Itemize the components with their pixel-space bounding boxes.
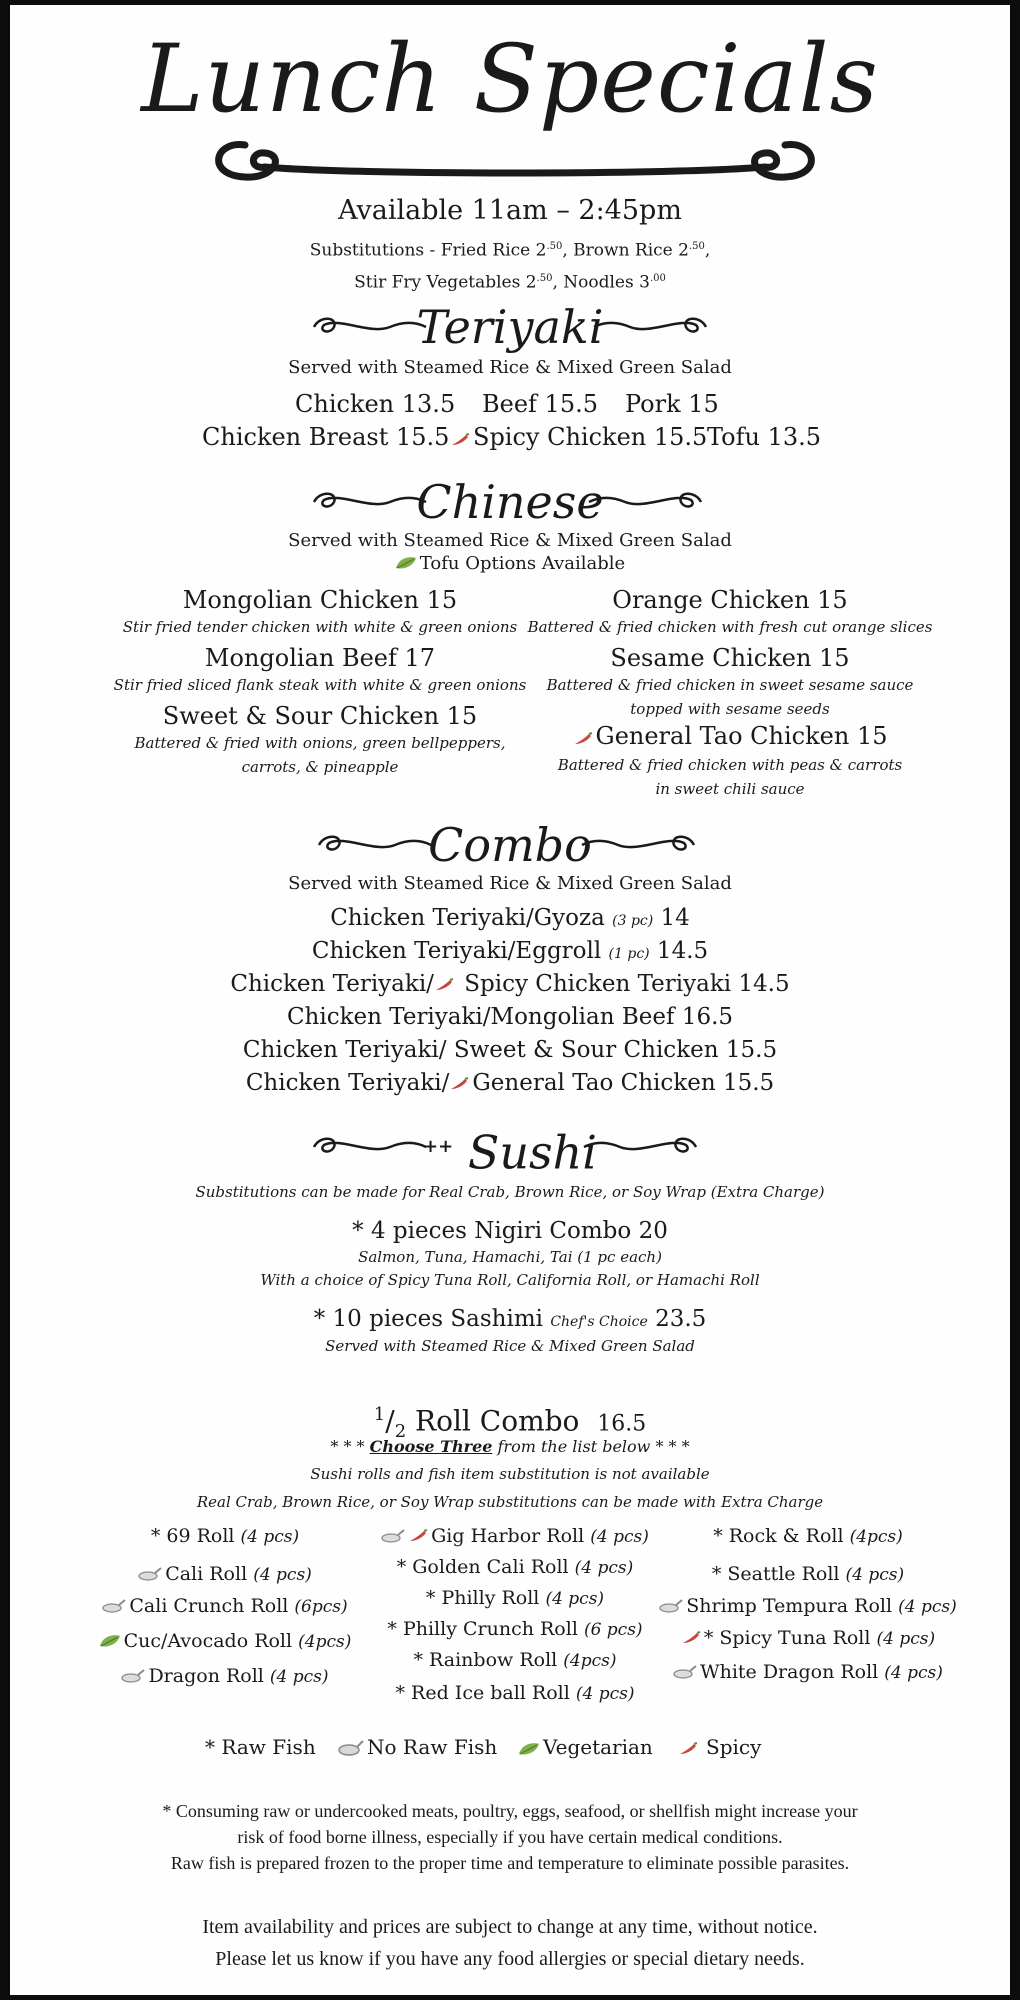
dish-description: carrots, & pineapple [241, 758, 399, 776]
roll-item: White Dragon Roll (4 pcs) [658, 1661, 958, 1684]
swirl-right [590, 313, 710, 341]
dish-description: Stir fried sliced flank steak with white & green onions [113, 676, 527, 694]
roll-item: * Spicy Tuna Roll (4 pcs) [658, 1627, 958, 1650]
combo-served-note: Served with Steamed Rice & Mixed Green Salad [288, 873, 732, 894]
roll-item: * Golden Cali Roll (4 pcs) [396, 1556, 634, 1578]
menu-item: Chicken Breast 15.5 [202, 423, 450, 451]
chili-pepper-icon [678, 1737, 698, 1761]
legend-raw-fish: * Raw Fish [205, 1735, 316, 1759]
nigiri-combo: * 4 pieces Nigiri Combo 20 [352, 1218, 668, 1244]
availability-hours: Available 11am – 2:45pm [338, 195, 682, 226]
dish-name: Mongolian Chicken 15 [182, 586, 458, 614]
roll-item: * Rock & Roll (4pcs) [713, 1525, 903, 1547]
roll-item: * Philly Crunch Roll (6 pcs) [387, 1618, 643, 1640]
dish-description: in sweet chili sauce [655, 779, 805, 798]
roll-item: * 69 Roll (4 pcs) [150, 1525, 300, 1547]
sushi-substitutions-note: Substitutions can be made for Real Crab, Brown Rice, or Soy Wrap (Extra Charge) [195, 1183, 825, 1201]
cooked-pan-icon [659, 1596, 683, 1618]
roll-item: Cuc/Avocado Roll (4pcs) [75, 1630, 375, 1653]
section-title: ++ Sushi [423, 1125, 597, 1180]
legend-no-raw-fish: No Raw Fish [338, 1735, 497, 1761]
dish-description: Battered & fried chicken with fresh cut orange slices [527, 618, 933, 636]
dish-description: Battered & fried chicken in sweet sesame sauce [546, 676, 914, 694]
chili-pepper-icon [449, 1068, 469, 1101]
chili-pepper-icon [434, 969, 454, 1002]
combo-item: Chicken Teriyaki/ Spicy Chicken Teriyaki 14.5 [10, 968, 1010, 1002]
combo-item: Chicken Teriyaki/ General Tao Chicken 15.5 [10, 1067, 1010, 1101]
dish-description: Stir fried tender chicken with white & green onions [122, 618, 518, 636]
menu-item: Pork 15 [625, 390, 719, 418]
combo-item: Chicken Teriyaki/Gyoza (3 pc) 14 [330, 905, 690, 931]
substitutions-note: Substitutions - Fried Rice $2^{.50}$, Brown Rice $2^{.50}$, Stir Fry Vegetables $2^{.50}$, Noodles $3^{.00}$ [309, 240, 711, 293]
swirl-right [585, 488, 705, 516]
roll-item: * Seattle Roll (4 pcs) [711, 1563, 905, 1585]
sashimi-served-note: Served with Steamed Rice & Mixed Green Salad [325, 1337, 695, 1355]
dish-description: topped with sesame seeds [630, 700, 830, 718]
section-title: Teriyaki [416, 300, 604, 354]
leaf-icon [395, 554, 417, 575]
chili-pepper-icon [573, 723, 593, 753]
nigiri-fish-list: Salmon, Tuna, Hamachi, Tai (1 pc each) [358, 1248, 662, 1266]
roll-item: * Philly Roll (4 pcs) [425, 1587, 605, 1609]
chinese-left-column [100, 585, 540, 779]
roll-item: Dragon Roll (4 pcs) [75, 1665, 375, 1688]
roll-item: Cali Crunch Roll (6pcs) [75, 1595, 375, 1618]
leaf-icon [99, 1631, 121, 1653]
cooked-pan-icon [673, 1662, 697, 1684]
menu-item-spicy: Spicy Chicken 15.5 [450, 423, 707, 453]
section-title: Combo [428, 818, 592, 872]
menu-item: Chicken 13.5 [295, 390, 456, 418]
chinese-right-column [510, 585, 950, 801]
cooked-pan-icon [338, 1737, 364, 1761]
swirl-right [580, 1133, 700, 1161]
leaf-icon [518, 1737, 540, 1761]
legend-vegetarian: Vegetarian [518, 1735, 653, 1761]
roll-item: Shrimp Tempura Roll (4 pcs) [658, 1595, 958, 1618]
chili-pepper-icon [681, 1628, 701, 1650]
page-title: Lunch Specials [141, 25, 879, 134]
sashimi-item: * 10 pieces Sashimi Chef's Choice 23.5 [313, 1306, 707, 1332]
tofu-options-note: Tofu Options Available [10, 553, 1010, 575]
title-flourish [205, 115, 825, 195]
footer-note: Item availability and prices are subject to change at any time, without notice. Please let us know if you have any food allergies or special dietary needs. [202, 1916, 818, 1970]
chili-pepper-icon [450, 425, 470, 453]
section-header-combo [10, 813, 1010, 877]
dish-description: Battered & fried chicken with peas & carrots [557, 755, 903, 774]
teriyaki-served-note: Served with Steamed Rice & Mixed Green Salad [288, 357, 732, 378]
roll-item: Cali Roll (4 pcs) [75, 1563, 375, 1586]
dish-description: Battered & fried with onions, green bellpeppers, [134, 734, 506, 752]
dish-name: Orange Chicken 15 [612, 586, 848, 614]
menu-page [10, 5, 1010, 1995]
legend-spicy: Spicy [678, 1735, 761, 1761]
dish-name: Sweet & Sour Chicken 15 [162, 702, 478, 730]
menu-item: Tofu 13.5 [707, 423, 821, 451]
half-roll-note: Real Crab, Brown Rice, or Soy Wrap substitutions can be made with Extra Charge [196, 1493, 824, 1511]
cooked-pan-icon [138, 1564, 162, 1586]
combo-item: Chicken Teriyaki/Eggroll (1 pc) 14.5 [311, 938, 709, 964]
roll-item: * Rainbow Roll (4pcs) [413, 1649, 617, 1671]
swirl-right [578, 831, 698, 859]
roll-item: Gig Harbor Roll (4 pcs) [365, 1525, 665, 1548]
chili-pepper-icon [408, 1526, 428, 1548]
menu-item: Beef 15.5 [482, 390, 598, 418]
choose-three-note: * * * Choose Three from the list below * * * [330, 1437, 690, 1456]
section-header-teriyaki [10, 295, 1010, 359]
cooked-pan-icon [102, 1596, 126, 1618]
chinese-served-note: Served with Steamed Rice & Mixed Green Salad [288, 530, 732, 551]
dish-name: Sesame Chicken 15 [610, 644, 850, 672]
section-header-sushi [10, 1115, 1010, 1179]
cooked-pan-icon [121, 1666, 145, 1688]
dish-name-spicy: General Tao Chicken 15 [510, 721, 950, 753]
raw-food-disclaimer: * Consuming raw or undercooked meats, poultry, eggs, seafood, or shellfish might increase your risk of food borne illness, especially if you have certain medical conditions. Raw fish is prepared frozen to the proper time and temperature to eliminate possible parasites. [162, 1801, 858, 1873]
combo-item: Chicken Teriyaki/ Sweet & Sour Chicken 15.5 [242, 1037, 778, 1063]
nigiri-roll-choice: With a choice of Spicy Tuna Roll, California Roll, or Hamachi Roll [260, 1271, 760, 1289]
section-title: Chinese [416, 475, 604, 529]
half-roll-combo-title: $^1/_2$ Roll Combo 16.5 [373, 1404, 647, 1442]
roll-item: * Red Ice ball Roll (4 pcs) [395, 1682, 635, 1704]
cooked-pan-icon [381, 1526, 405, 1548]
half-roll-note: Sushi rolls and fish item substitution is not available [310, 1465, 710, 1483]
section-header-chinese [10, 470, 1010, 534]
dish-name: Mongolian Beef 17 [204, 644, 436, 672]
combo-item: Chicken Teriyaki/Mongolian Beef 16.5 [286, 1004, 734, 1030]
